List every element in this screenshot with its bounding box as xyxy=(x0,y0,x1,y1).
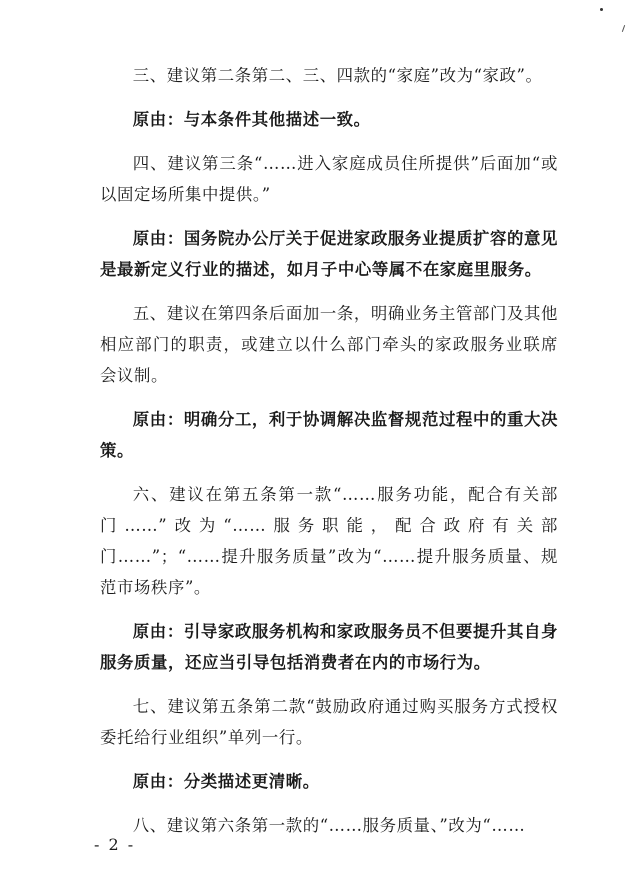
paragraph-item-7: 七、建议第五条第二款“鼓励政府通过购买服务方式授权委托给行业组织”单列一行。 xyxy=(100,697,558,747)
paragraph-reason-6: 原由：引导家政服务机构和家政服务员不但要提升其自身服务质量，还应当引导包括消费者在内的市场行为。 xyxy=(100,622,558,672)
document-body xyxy=(100,60,558,854)
paragraph-item-5: 五、建议在第四条后面加一条，明确业务主管部门及其他相应部门的职责，或建立以什么部门牵头的家政服务业联席会议制。 xyxy=(100,304,558,385)
paragraph-item-8: 八、建议第六条第一款的“……服务质量、”改为“…… xyxy=(132,816,526,835)
paragraph-reason-7: 原由：分类描述更清晰。 xyxy=(132,772,320,791)
paragraph-item-4: 四、建议第三条“……进入家庭成员住所提供”后面加“或以固定场所集中提供。” xyxy=(100,154,558,204)
paragraph-reason-4: 原由：国务院办公厅关于促进家政服务业提质扩容的意见是最新定义行业的描述，如月子中心等属不在家庭里服务。 xyxy=(100,229,558,279)
scan-mark xyxy=(622,25,625,32)
page-number: - 2 - xyxy=(94,835,136,854)
paragraph-item-6: 六、建议在第五条第一款“……服务功能，配合有关部门……”改为“……服务职能，配合政府有关部门……”；“……提升服务质量”改为“……提升服务质量、规范市场秩序”。 xyxy=(100,485,558,597)
scan-speck xyxy=(600,8,603,11)
paragraph-reason-3: 原由：与本条件其他描述一致。 xyxy=(132,110,371,129)
paragraph-item-3: 三、建议第二条第二、三、四款的“家庭”改为“家政”。 xyxy=(132,66,543,85)
paragraph-reason-5: 原由：明确分工，利于协调解决监督规范过程中的重大决策。 xyxy=(100,410,558,460)
